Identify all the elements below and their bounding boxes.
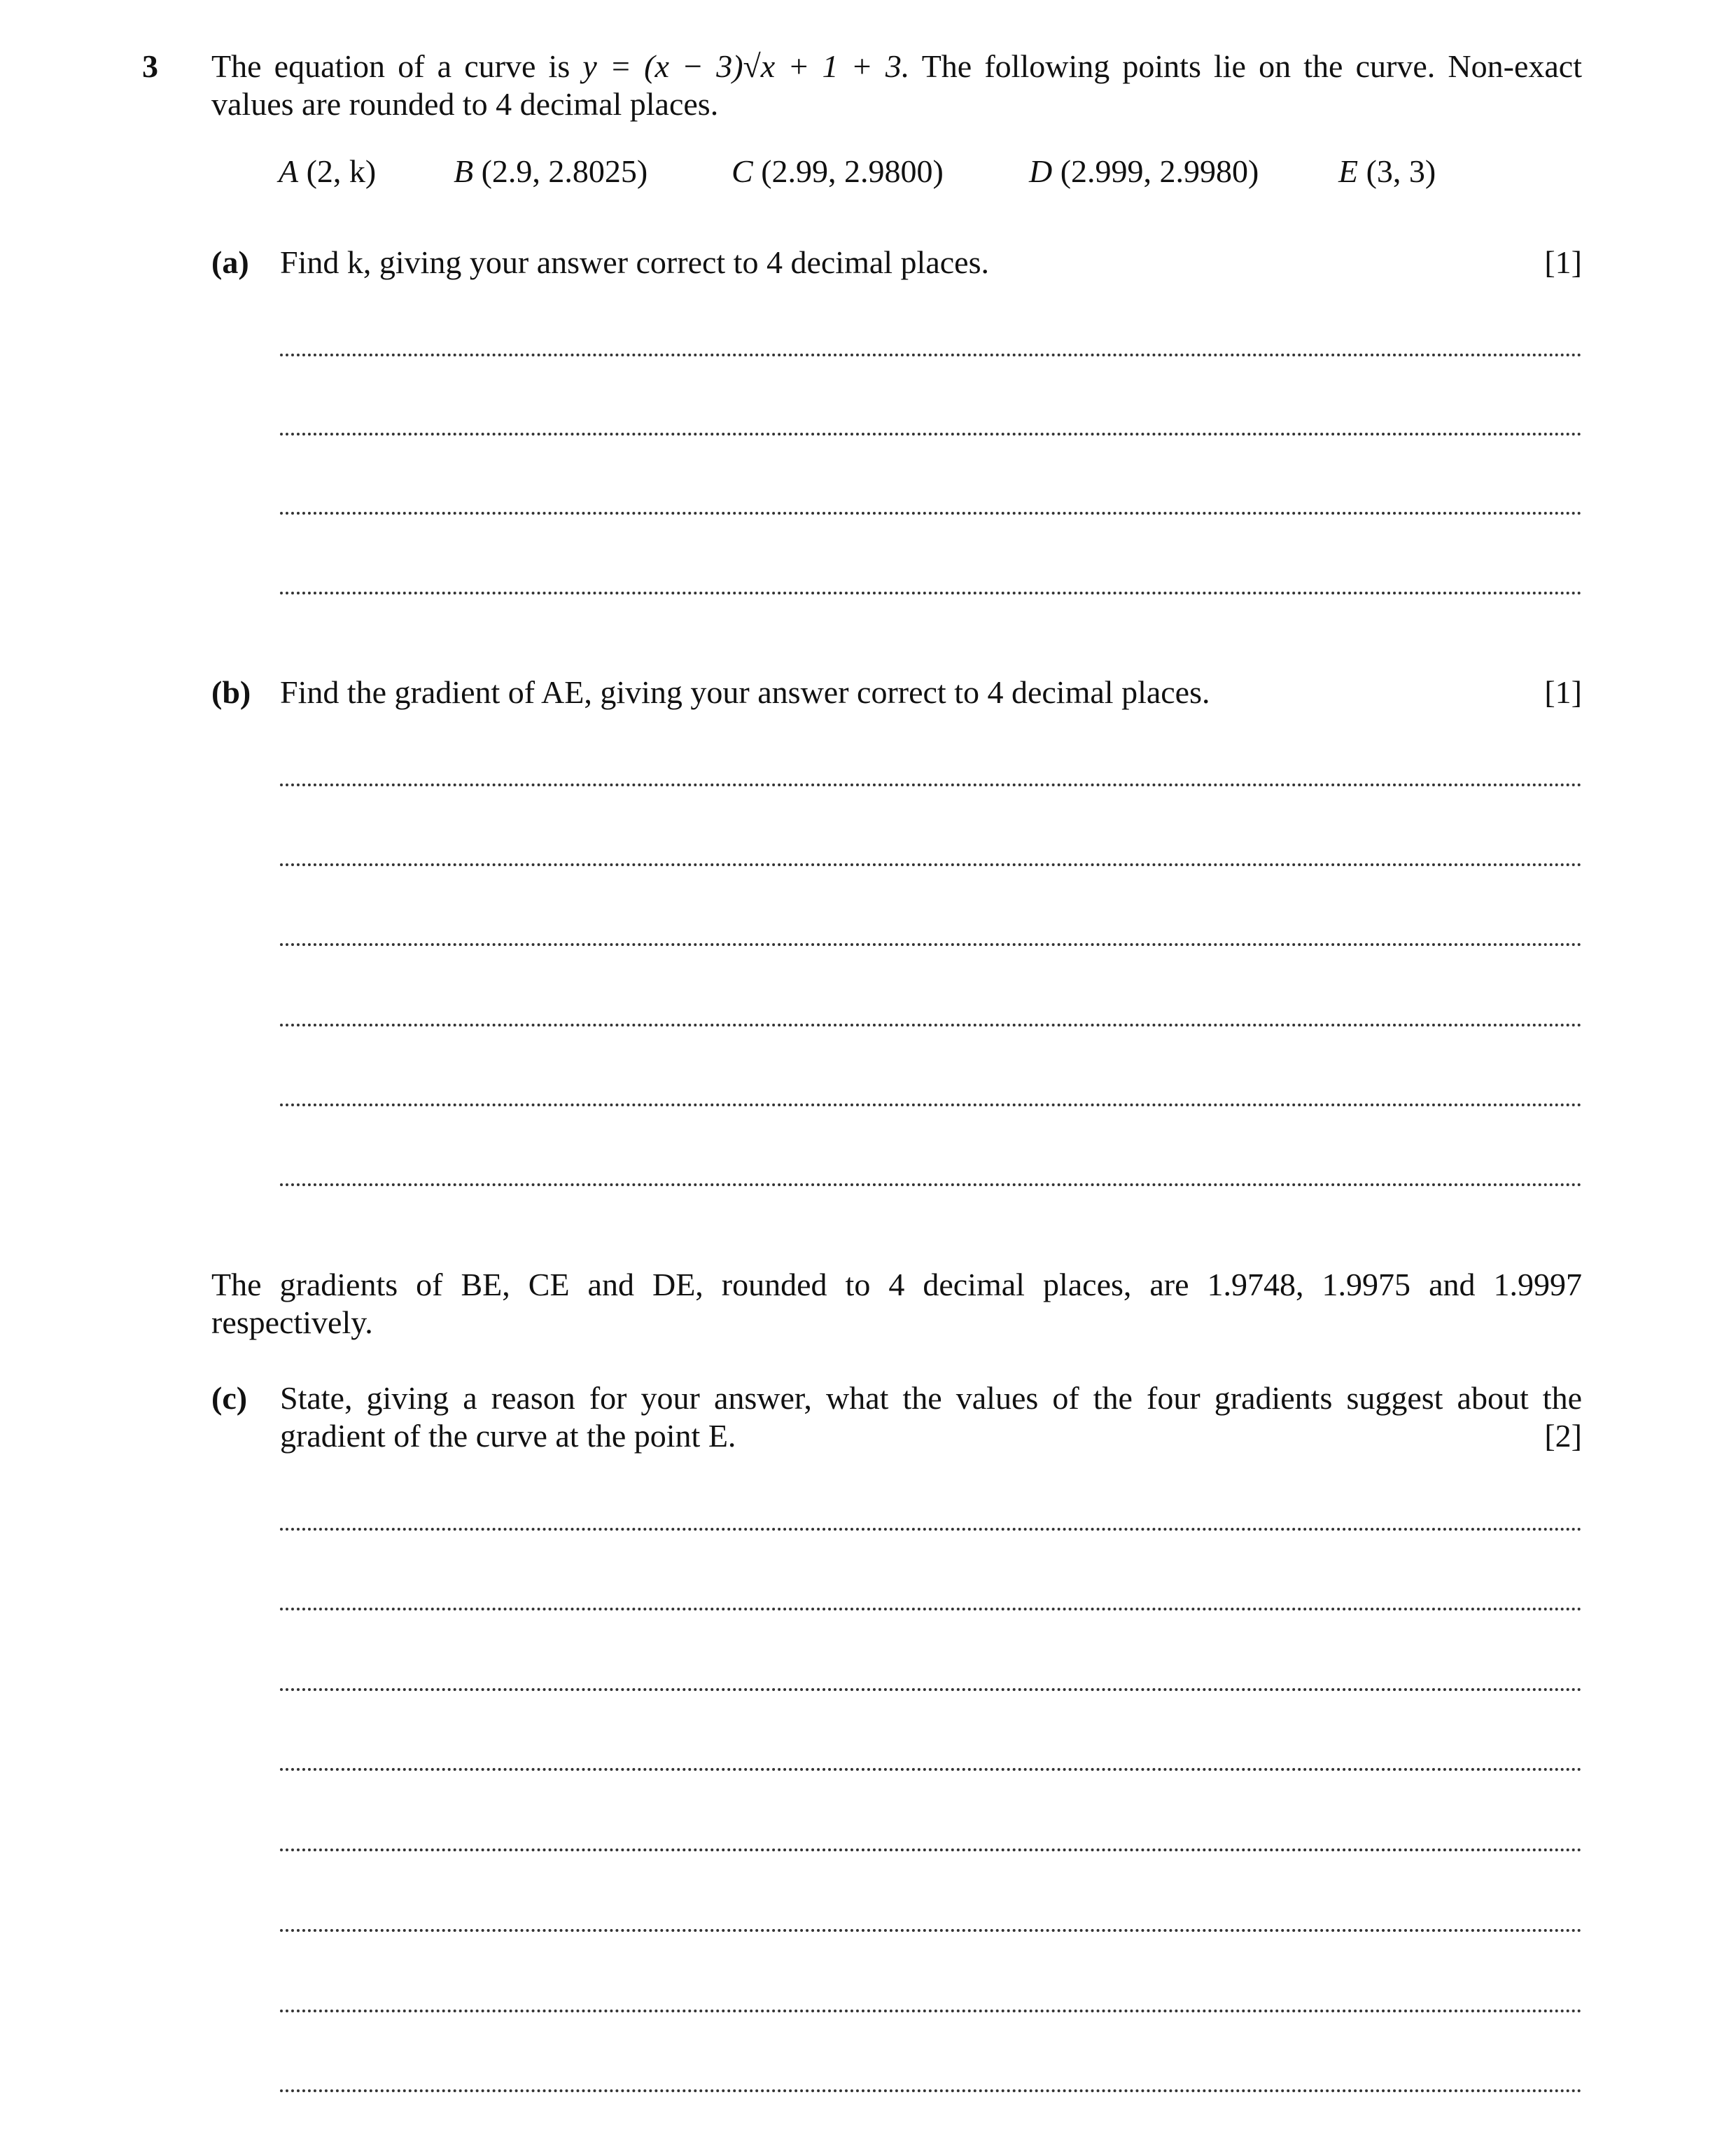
answer-line[interactable] [280, 1183, 1582, 1186]
point-c: C (2.99, 2.9800) [732, 153, 944, 189]
part-c-text-line-2: gradient of the curve at the point E. [280, 1418, 736, 1454]
part-b-text: Find the gradient of AE, giving your answer correct to 4 decimal places. [280, 674, 1210, 710]
gradients-info [211, 1266, 1582, 1342]
point-b: B (2.9, 2.8025) [454, 153, 648, 189]
part-c-label: (c) [211, 1380, 248, 1416]
answer-line[interactable] [280, 1688, 1582, 1691]
intro-line-2: values are rounded to 4 decimal places. [211, 86, 719, 122]
curve-equation: y = (x − 3)√x + 1 + 3. [582, 48, 910, 84]
part-b [211, 674, 1582, 716]
part-c-text-line-1: State, giving a reason for your answer, what the values of the four gradients suggest about the [280, 1380, 1582, 1416]
answer-line[interactable] [280, 943, 1582, 946]
intro-line-1: The equation of a curve is y = (x − 3)√x + 1 + 3. The following points lie on the curve. Non-exact [211, 48, 1582, 84]
answer-line[interactable] [280, 1528, 1582, 1531]
point-a: A (2, k) [279, 153, 377, 189]
answer-line[interactable] [280, 1849, 1582, 1851]
answer-line[interactable] [280, 2010, 1582, 2012]
point-d: D (2.999, 2.9980) [1029, 153, 1259, 189]
answer-line[interactable] [280, 1104, 1582, 1106]
part-a [211, 244, 1582, 286]
answer-line[interactable] [280, 784, 1582, 786]
part-a-marks: [1] [1544, 244, 1582, 280]
part-c [211, 1379, 1582, 1456]
answer-line[interactable] [280, 592, 1582, 594]
part-a-label: (a) [211, 244, 249, 280]
answer-line[interactable] [280, 1608, 1582, 1610]
part-c-marks: [2] [1544, 1418, 1582, 1454]
answer-line[interactable] [280, 1929, 1582, 1932]
question-number: 3 [142, 48, 158, 84]
answer-line[interactable] [280, 354, 1582, 356]
answer-line[interactable] [280, 433, 1582, 436]
answer-line[interactable] [280, 1024, 1582, 1026]
part-a-text: Find k, giving your answer correct to 4 decimal places. [280, 244, 989, 280]
part-b-marks: [1] [1544, 674, 1582, 710]
gradients-info-line-2: respectively. [211, 1304, 373, 1340]
answer-line[interactable] [280, 512, 1582, 515]
point-e: E (3, 3) [1338, 153, 1436, 189]
gradients-info-line-1: The gradients of BE, CE and DE, rounded to 4 decimal places, are 1.9748, 1.9975 and 1.9997 [211, 1267, 1582, 1302]
question-intro [211, 48, 1582, 123]
part-b-label: (b) [211, 674, 251, 710]
answer-line[interactable] [280, 1768, 1582, 1771]
answer-line[interactable] [280, 863, 1582, 866]
answer-line[interactable] [280, 2089, 1582, 2092]
